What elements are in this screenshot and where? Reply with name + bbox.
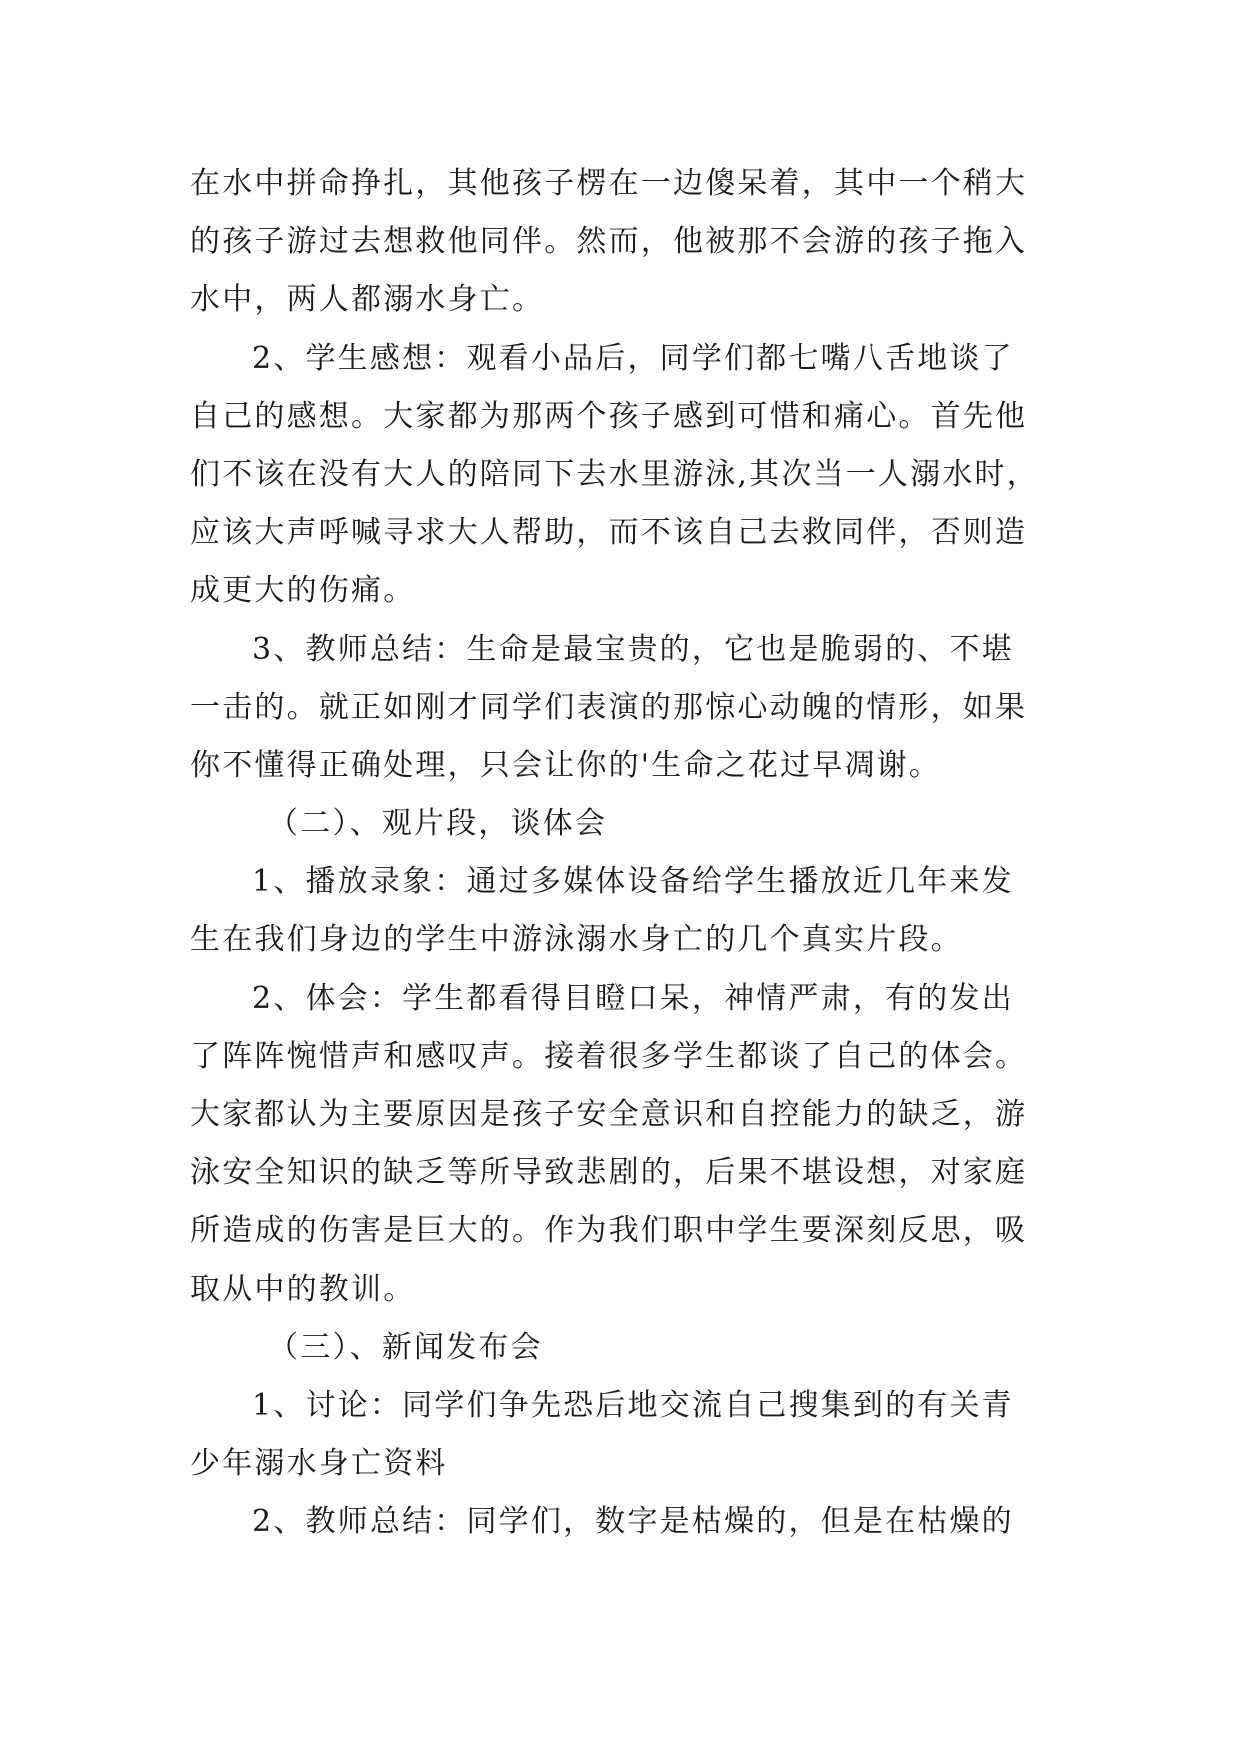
text-line: 你不懂得正确处理，只会让你的'生命之花过早凋谢。 (190, 747, 942, 783)
text-line: 所造成的伤害是巨大的。作为我们职中学生要深刻反思，吸 (190, 1213, 1028, 1249)
text-line: 应该大声呼喊寻求大人帮助，而不该自己去救同伴，否则造 (190, 515, 1028, 551)
text-line: 2、体会：学生都看得目瞪口呆，神情严肃，有的发出 (252, 980, 1014, 1016)
text-line: 了阵阵惋惜声和感叹声。接着很多学生都谈了自己的体会。 (190, 1038, 1028, 1074)
text-line: 大家都认为主要原因是孩子安全意识和自控能力的缺乏，游 (190, 1097, 1028, 1132)
text-line: 泳安全知识的缺乏等所导致悲剧的，后果不堪设想，对家庭 (190, 1155, 1028, 1191)
text-line: 水中，两人都溺水身亡。 (190, 282, 545, 318)
text-line: 的孩子游过去想救他同伴。然而，他被那不会游的孩子拖入 (190, 224, 1028, 260)
text-line: 一击的。就正如刚才同学们表演的那惊心动魄的情形，如果 (190, 689, 1028, 725)
section-heading: （二）、观片段，谈体会 (268, 806, 608, 842)
body-text (190, 155, 1070, 1552)
text-line: 1、播放录象：通过多媒体设备给学生播放近几年来发 (252, 864, 1014, 900)
text-line: 少年溺水身亡资料 (190, 1446, 448, 1482)
text-line: 自己的感想。大家都为那两个孩子感到可惜和痛心。首先他 (190, 398, 1028, 434)
text-line: 生在我们身边的学生中游泳溺水身亡的几个真实片段。 (190, 922, 963, 958)
text-line: 取从中的教训。 (190, 1271, 416, 1307)
text-line: 2、教师总结：同学们，数字是枯燥的，但是在枯燥的 (252, 1504, 1014, 1540)
text-line: 成更大的伤痛。 (190, 573, 416, 609)
text-line: 3、教师总结：生命是最宝贵的，它也是脆弱的、不堪 (252, 631, 1014, 667)
text-line: 们不该在没有大人的陪同下去水里游泳,其次当一人溺水时， (190, 456, 1039, 492)
text-line: 2、学生感想：观看小品后，同学们都七嘴八舌地谈了 (252, 340, 1014, 376)
text-line: 在水中拼命挣扎，其他孩子楞在一边傻呆着，其中一个稍大 (190, 166, 1028, 201)
section-heading: （三）、新闻发布会 (268, 1329, 543, 1365)
text-line: 1、讨论：同学们争先恐后地交流自己搜集到的有关青 (252, 1387, 1014, 1423)
